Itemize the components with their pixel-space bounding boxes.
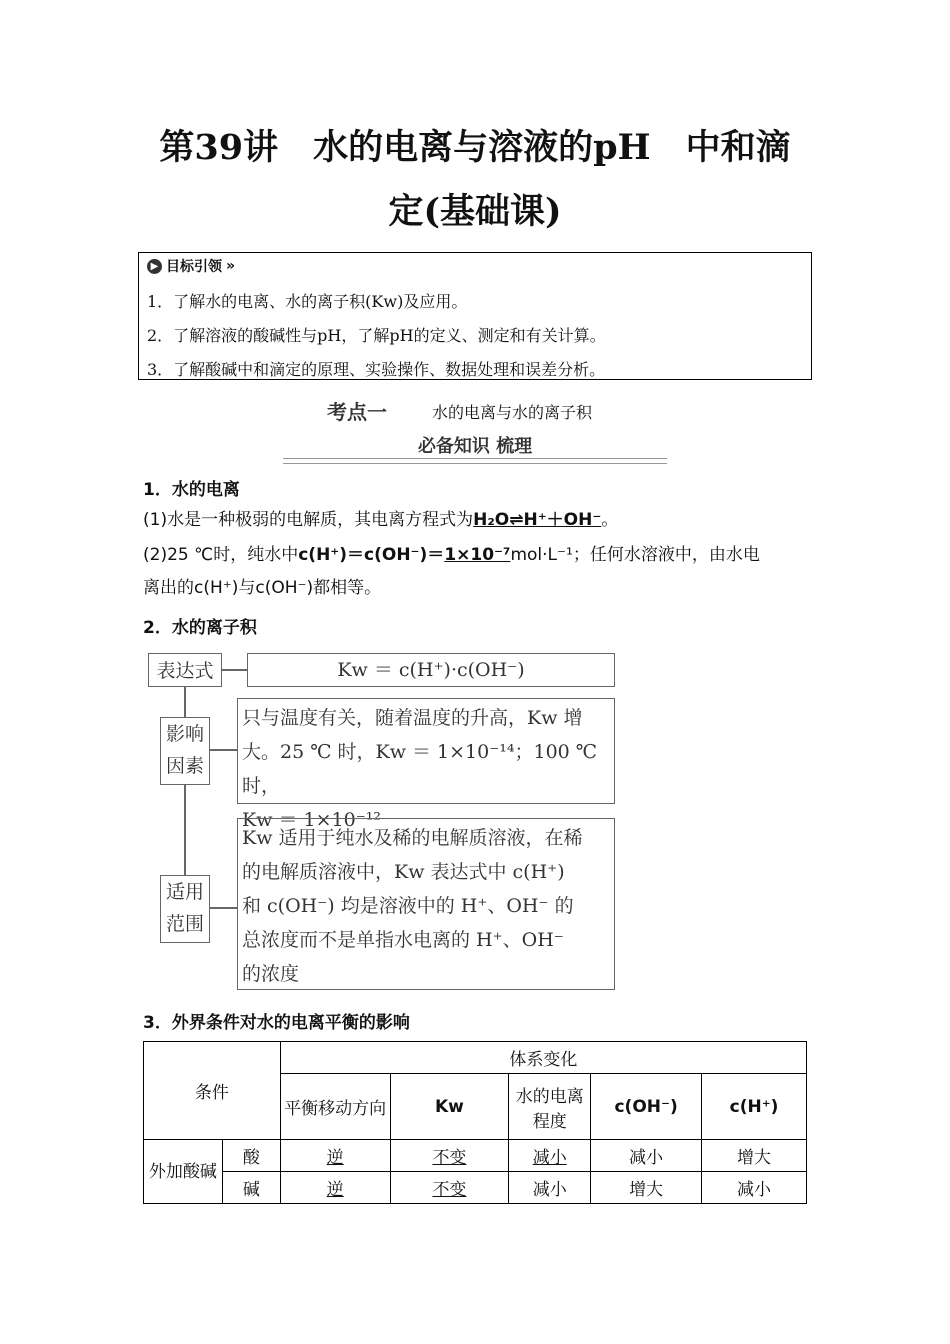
header-change: 体系变化 <box>280 1042 806 1074</box>
connector <box>184 687 186 717</box>
connector <box>222 669 247 671</box>
label-factor-line: 影响 <box>165 723 204 745</box>
scope-line: Kw 适用于纯水及稀的电解质溶液，在稀 <box>242 827 583 849</box>
page-title-line1: 第39讲 水的电离与溶液的pH 中和滴 <box>159 127 791 168</box>
table-cell: 减小 <box>509 1140 591 1172</box>
scope-line: 的电解质溶液中，Kw 表达式中 c(H⁺) <box>242 861 565 883</box>
p2-formula: c(H⁺)＝c(OH⁻)＝ <box>298 545 445 565</box>
paragraph-2-line2: 离出的c(H⁺)与c(OH⁻)都相等。 <box>143 578 382 598</box>
p2-answer: 1×10⁻⁷ <box>444 545 511 565</box>
section-divider <box>283 458 667 464</box>
scope-line: 总浓度而不是单指水电离的 H⁺、OH⁻ <box>242 929 564 951</box>
factor-line: Kw ＝ 1×10⁻¹² <box>242 809 381 831</box>
col-header: 水的电离程度 <box>509 1074 591 1140</box>
table-cell: 减小 <box>702 1172 807 1204</box>
conditions-table <box>143 1041 807 1204</box>
factor-line: 大。25 ℃ 时，Kw ＝ 1×10⁻¹⁴；100 ℃ 时， <box>242 741 598 797</box>
label-factor-line: 因素 <box>165 755 204 777</box>
row-type: 酸 <box>222 1140 280 1172</box>
table-row <box>144 1172 807 1204</box>
label-scope-line: 范围 <box>165 913 204 935</box>
goal-item: 1．了解水的电离、水的离子积(Kw)及应用。 <box>147 292 468 311</box>
col-header: 平衡移动方向 <box>280 1074 390 1140</box>
page-title-line2: 定(基础课) <box>388 191 562 232</box>
paragraph-2 <box>143 539 813 571</box>
p1-text: (1)水是一种极弱的电解质，其电离方程式为 <box>143 510 474 530</box>
table-cell: 减小 <box>591 1140 702 1172</box>
scope-line: 和 c(OH⁻) 均是溶液中的 H⁺、OH⁻ 的 <box>242 895 574 917</box>
goals-box <box>138 252 812 380</box>
group-label: 外加酸碱 <box>144 1140 223 1204</box>
header-condition: 条件 <box>144 1042 281 1140</box>
play-icon: ▶ <box>147 259 162 274</box>
connector <box>184 785 186 875</box>
heading-1: 1．水的电离 <box>143 480 240 500</box>
col-header: c(H⁺) <box>702 1074 807 1140</box>
goals-header-label: 目标引领 <box>166 259 222 275</box>
table-cell: 不变 <box>390 1172 509 1204</box>
scope-box <box>237 818 615 990</box>
label-scope <box>160 875 210 943</box>
table-row <box>144 1042 807 1074</box>
table-cell: 增大 <box>702 1140 807 1172</box>
table-cell: 逆 <box>280 1140 390 1172</box>
scope-line: 的浓度 <box>242 963 300 985</box>
goal-item: 3．了解酸碱中和滴定的原理、实验操作、数据处理和误差分析。 <box>147 360 606 379</box>
p2-text-a: (2)25 ℃时，纯水中 <box>143 545 299 565</box>
goal-item: 2．了解溶液的酸碱性与pH，了解pH的定义、测定和有关计算。 <box>147 326 606 345</box>
connector <box>210 749 237 751</box>
label-scope-line: 适用 <box>165 881 204 903</box>
label-factor <box>160 717 210 785</box>
col-header: c(OH⁻) <box>591 1074 702 1140</box>
connector <box>210 907 237 909</box>
table-row <box>144 1140 807 1172</box>
section-name: 水的电离与水的离子积 <box>432 403 593 422</box>
factor-box <box>237 698 615 831</box>
section-subtitle: 必备知识 梳理 <box>417 436 533 457</box>
heading-3: 3．外界条件对水的电离平衡的影响 <box>143 1013 410 1033</box>
factor-line: 只与温度有关，随着温度的升高，Kw 增 <box>242 707 583 729</box>
p1-answer: H₂O⇌H⁺＋OH⁻ <box>473 510 602 530</box>
goals-header <box>147 256 235 276</box>
table-cell: 减小 <box>509 1172 591 1204</box>
table-cell: 逆 <box>280 1172 390 1204</box>
row-type: 碱 <box>222 1172 280 1204</box>
p2-text-c: mol·L⁻¹；任何水溶液中，由水电 <box>510 545 760 565</box>
expression-box: Kw ＝ c(H⁺)·c(OH⁻) <box>247 653 615 687</box>
heading-2: 2．水的离子积 <box>143 618 257 638</box>
p1-suffix: 。 <box>601 510 619 530</box>
col-header: Kw <box>390 1074 509 1140</box>
table-cell: 增大 <box>591 1172 702 1204</box>
paragraph-1 <box>143 504 813 536</box>
label-expression: 表达式 <box>148 653 222 687</box>
table-cell: 不变 <box>390 1140 509 1172</box>
double-chevron-icon: » <box>226 258 236 274</box>
section-label: 考点一 <box>327 400 387 424</box>
